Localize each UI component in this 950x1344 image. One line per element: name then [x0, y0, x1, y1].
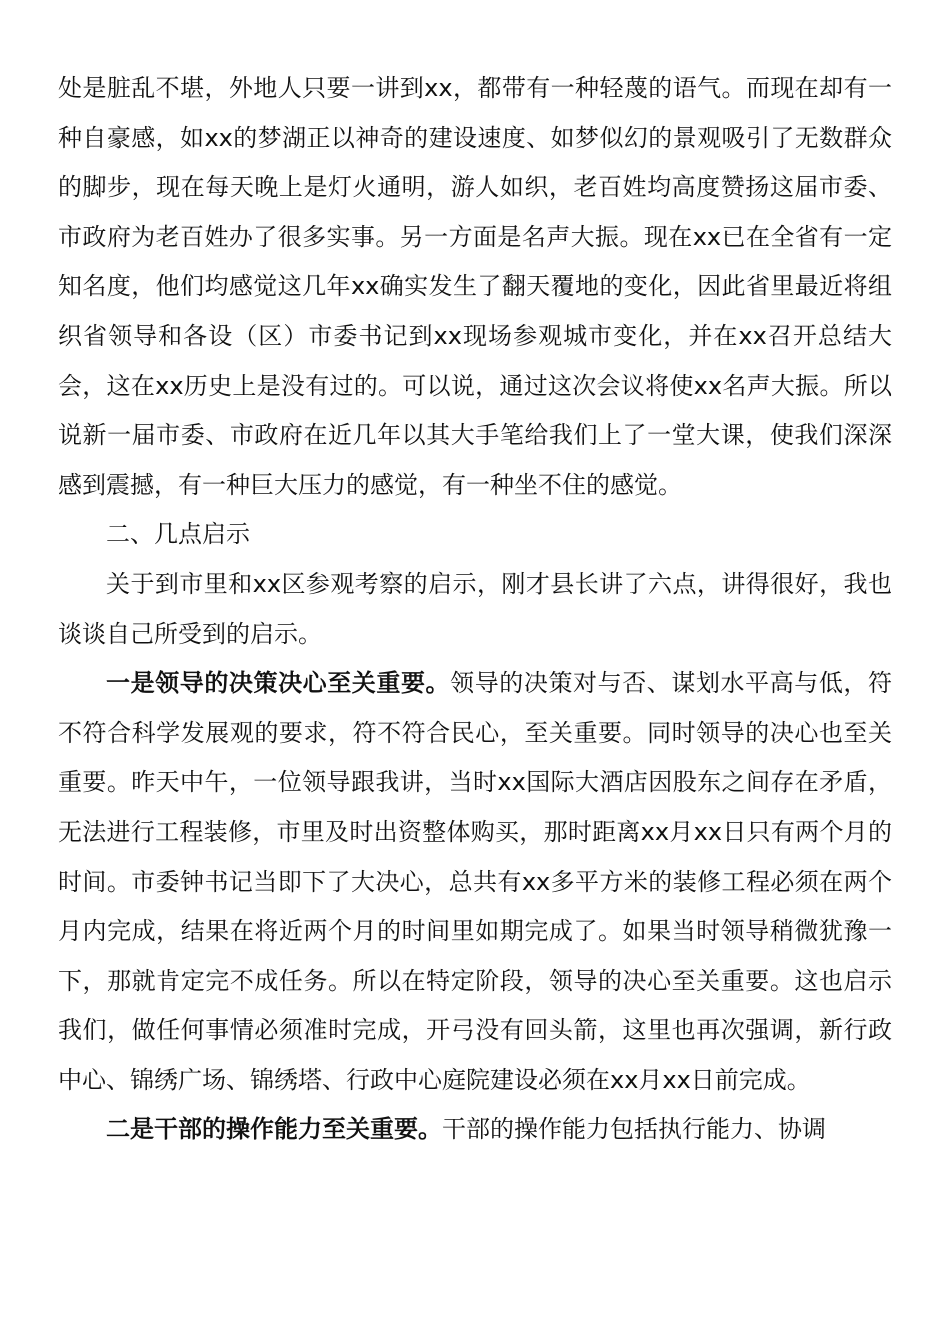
body-paragraph-3 [58, 560, 892, 659]
paragraph-3-text: 关于到市里和xx区参观考察的启示，刚才县长讲了六点，讲得很好，我也谈谈自己所受到的启示。 [58, 569, 892, 648]
section-heading-insights [58, 510, 892, 560]
paragraph-5-lead: 二是干部的操作能力至关重要。 [106, 1115, 442, 1144]
paragraph-4-text: 领导的决策对与否、谋划水平高与低，符不符合科学发展观的要求，符不符合民心，至关重要。同时领导的决心也至关重要。昨天中午，一位领导跟我讲，当时xx国际大酒店因股东之间存在矛盾，无法进行工程装修，市里及时出资整体购买，那时距离xx月xx日只有两个月的时间。市委钟书记当即下了大决心，总共有xx多平方米的装修工程必须在两个月内完成，结果在将近两个月的时间里如期完成了。如果当时领导稍微犹豫一下，那就肯定完不成任务。所以在特定阶段，领导的决心至关重要。这也启示我们，做任何事情必须准时完成，开弓没有回头箭，这里也再次强调，新行政中心、锦绣广场、锦绣塔、行政中心庭院建设必须在xx月xx日前完成。 [58, 669, 893, 1094]
document-page [58, 64, 892, 1155]
paragraph-4-lead: 一是领导的决策决心至关重要。 [106, 669, 451, 698]
body-paragraph-1 [58, 64, 892, 510]
section-heading-text: 二、几点启示 [106, 520, 250, 549]
body-paragraph-5 [58, 1105, 892, 1155]
body-paragraph-4 [58, 659, 892, 1105]
paragraph-5-text: 干部的操作能力包括执行能力、协调 [442, 1115, 826, 1144]
paragraph-1-text: 处是脏乱不堪，外地人只要一讲到xx，都带有一种轻蔑的语气。而现在却有一种自豪感，如xx的梦湖正以神奇的建设速度、如梦似幻的景观吸引了无数群众的脚步，现在每天晚上是灯火通明，游人如织，老百姓均高度赞扬这届市委、市政府为老百姓办了很多实事。另一方面是名声大振。现在xx已在全省有一定知名度，他们均感觉这几年xx确实发生了翻天覆地的变化，因此省里最近将组织省领导和各设（区）市委书记到xx现场参观城市变化，并在xx召开总结大会，这在xx历史上是没有过的。可以说，通过这次会议将使xx名声大振。所以说新一届市委、市政府在近几年以其大手笔给我们上了一堂大课，使我们深深感到震撼，有一种巨大压力的感觉，有一种坐不住的感觉。 [58, 74, 892, 499]
